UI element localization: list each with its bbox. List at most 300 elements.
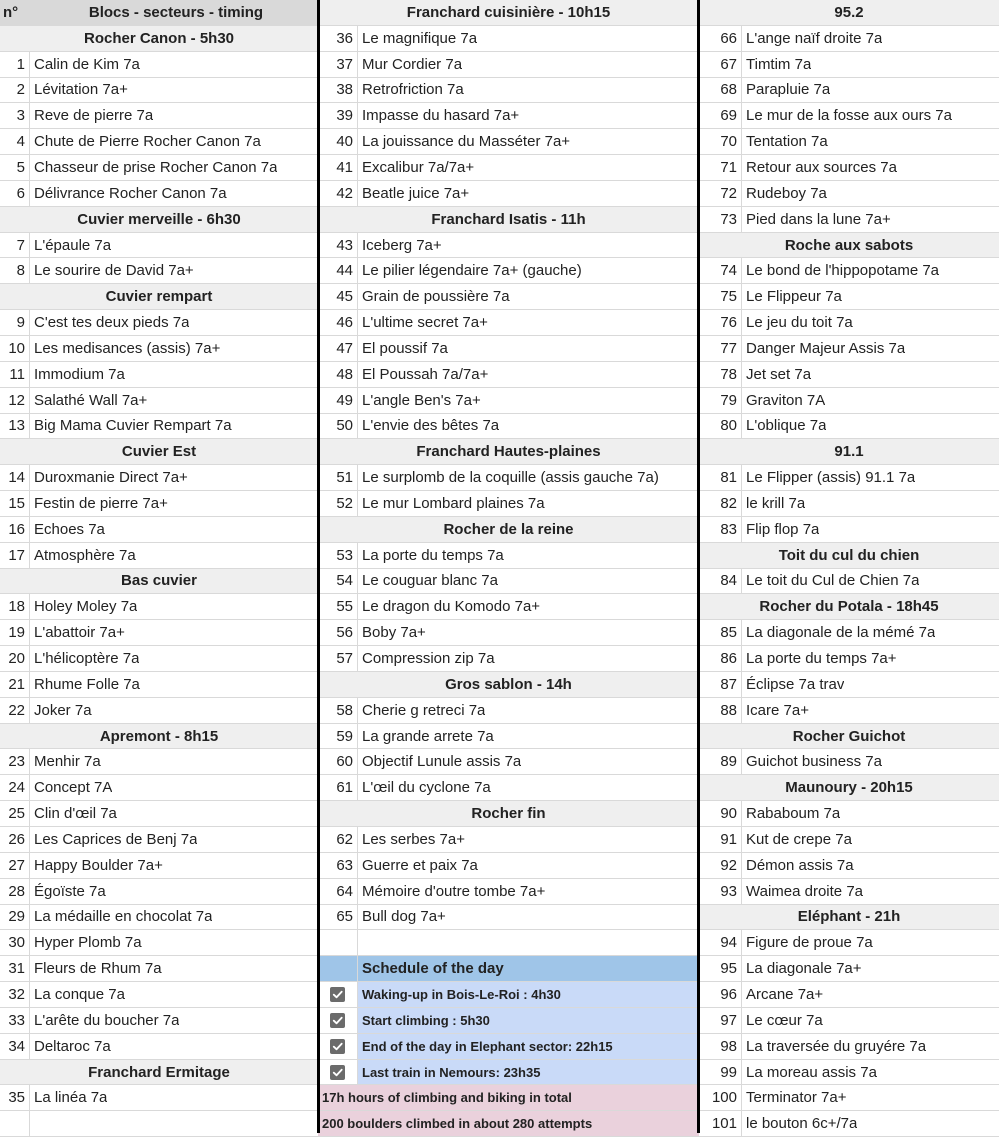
boulder-number: 93 [699, 879, 742, 904]
table-row[interactable] [699, 52, 999, 78]
schedule-item[interactable] [318, 1060, 699, 1086]
boulder-name: Rhume Folle 7a [34, 675, 140, 693]
boulder-number: 76 [699, 310, 742, 335]
sector-header-label: Roche aux sabots [784, 236, 914, 254]
boulder-number: 48 [318, 362, 358, 387]
table-row[interactable] [699, 982, 999, 1008]
boulder-number: 79 [699, 388, 742, 413]
boulder-number: 77 [699, 336, 742, 361]
boulder-number: 27 [0, 853, 30, 878]
boulder-number: 68 [699, 78, 742, 103]
table-row[interactable] [318, 388, 699, 414]
table-row[interactable] [699, 620, 999, 646]
sector-header[interactable] [318, 0, 699, 26]
table-row[interactable] [318, 103, 699, 129]
boulder-name: La diagonale de la mémé 7a [746, 624, 936, 642]
table-row[interactable] [318, 284, 699, 310]
checkbox-checked-icon[interactable] [330, 1065, 345, 1080]
boulder-number: 44 [318, 258, 358, 283]
table-row[interactable] [0, 698, 318, 724]
table-row[interactable] [0, 78, 318, 104]
table-row[interactable] [699, 801, 999, 827]
table-row[interactable] [699, 930, 999, 956]
boulder-name: L'envie des bêtes 7a [362, 417, 500, 435]
table-row[interactable] [0, 672, 318, 698]
boulder-number: 1 [0, 52, 30, 77]
boulder-name: Guerre et paix 7a [362, 856, 478, 874]
sector-header-label: 91.1 [834, 443, 864, 461]
table-row[interactable] [318, 465, 699, 491]
boulder-name: Kut de crepe 7a [746, 830, 852, 848]
boulder-name: Mémoire d'outre tombe 7a+ [362, 882, 546, 900]
summary-row[interactable] [318, 1111, 699, 1137]
boulder-number: 69 [699, 103, 742, 128]
table-row[interactable] [0, 155, 318, 181]
table-row[interactable] [318, 853, 699, 879]
table-row[interactable] [318, 233, 699, 259]
table-row[interactable] [318, 543, 699, 569]
table-row[interactable] [0, 129, 318, 155]
boulder-number: 6 [0, 181, 30, 206]
boulder-number: 59 [318, 724, 358, 749]
table-row[interactable] [318, 181, 699, 207]
table-row[interactable] [318, 26, 699, 52]
boulder-number: 16 [0, 517, 30, 542]
boulder-number: 42 [318, 181, 358, 206]
table-row[interactable] [0, 1008, 318, 1034]
boulder-name: Les medisances (assis) 7a+ [34, 339, 221, 357]
table-row[interactable] [318, 310, 699, 336]
table-row[interactable] [318, 905, 699, 931]
sector-header-label: Maunoury - 20h15 [785, 779, 913, 797]
boulder-name: L'ange naïf droite 7a [746, 29, 883, 47]
sector-header[interactable] [0, 569, 318, 595]
summary-row[interactable] [318, 1085, 699, 1111]
boulder-name: Éclipse 7a trav [746, 675, 845, 693]
boulder-number: 90 [699, 801, 742, 826]
table-row[interactable] [0, 414, 318, 440]
schedule-item[interactable] [318, 982, 699, 1008]
table-row[interactable] [0, 465, 318, 491]
boulder-number: 87 [699, 672, 742, 697]
table-row[interactable] [318, 775, 699, 801]
boulder-name: Figure de proue 7a [746, 934, 873, 952]
boulder-name: Tentation 7a [746, 133, 828, 151]
sector-header-label: Gros sablon - 14h [445, 675, 572, 693]
boulder-number: 64 [318, 879, 358, 904]
boulder-name: Bull dog 7a+ [362, 908, 446, 926]
table-row[interactable] [318, 646, 699, 672]
boulder-number: 60 [318, 749, 358, 774]
table-row[interactable] [0, 388, 318, 414]
table-row[interactable] [318, 879, 699, 905]
sector-header-label: Rocher fin [471, 805, 546, 823]
boulder-name: El Poussah 7a/7a+ [362, 365, 489, 383]
table-row[interactable] [0, 310, 318, 336]
table-row[interactable] [699, 646, 999, 672]
checkbox-checked-icon[interactable] [330, 1013, 345, 1028]
table-row[interactable] [699, 155, 999, 181]
summary-text: 17h hours of climbing and biking in total [322, 1090, 572, 1106]
boulder-number: 37 [318, 52, 358, 77]
table-row[interactable] [699, 879, 999, 905]
boulder-number: 32 [0, 982, 30, 1007]
boulder-number: 98 [699, 1034, 742, 1059]
boulder-number: 30 [0, 930, 30, 955]
boulder-name: Terminator 7a+ [746, 1089, 847, 1107]
boulder-number [318, 930, 358, 955]
boulder-name: La porte du temps 7a [362, 546, 504, 564]
boulder-name: Le Flippeur 7a [746, 288, 842, 306]
boulder-name: L'épaule 7a [34, 236, 112, 254]
sector-header[interactable] [699, 775, 999, 801]
column-b [318, 0, 699, 1137]
boulder-name: Jet set 7a [746, 365, 812, 383]
boulder-name: Rudeboy 7a [746, 184, 827, 202]
boulder-number [0, 1111, 30, 1136]
table-row[interactable] [699, 1060, 999, 1086]
table-row[interactable] [318, 620, 699, 646]
sector-header[interactable] [699, 594, 999, 620]
table-row[interactable] [699, 853, 999, 879]
table-row[interactable] [0, 620, 318, 646]
boulder-number: 73 [699, 207, 742, 232]
column-header-row[interactable] [0, 0, 318, 26]
table-row[interactable] [318, 52, 699, 78]
schedule-title: Schedule of the day [358, 956, 699, 981]
boulder-name: Démon assis 7a [746, 856, 854, 874]
table-row[interactable] [699, 956, 999, 982]
boulder-number: 54 [318, 569, 358, 594]
sector-header[interactable] [699, 0, 999, 26]
boulder-name: Immodium 7a [34, 365, 125, 383]
table-row[interactable] [0, 982, 318, 1008]
table-row[interactable] [0, 103, 318, 129]
boulder-name: Hyper Plomb 7a [34, 934, 142, 952]
sector-header[interactable] [0, 207, 318, 233]
sector-header[interactable] [0, 284, 318, 310]
sector-header-label: Rocher de la reine [443, 520, 574, 538]
table-row[interactable] [699, 284, 999, 310]
table-row[interactable] [699, 1085, 999, 1111]
sector-header[interactable] [699, 905, 999, 931]
sector-header[interactable] [318, 439, 699, 465]
checkbox-checked-icon[interactable] [330, 1039, 345, 1054]
boulder-number: 10 [0, 336, 30, 361]
boulder-name: Le mur Lombard plaines 7a [362, 494, 545, 512]
boulder-name: Festin de pierre 7a+ [34, 494, 168, 512]
schedule-checkbox-cell [318, 1060, 358, 1085]
table-row[interactable] [699, 672, 999, 698]
column-c [699, 0, 999, 1137]
boulder-number: 46 [318, 310, 358, 335]
table-row[interactable] [0, 1111, 318, 1137]
table-row[interactable] [0, 52, 318, 78]
table-row[interactable] [318, 930, 699, 956]
boulder-name: Holey Moley 7a [34, 598, 138, 616]
boulder-number: 31 [0, 956, 30, 981]
boulder-name: Reve de pierre 7a [34, 107, 154, 125]
table-row[interactable] [318, 569, 699, 595]
table-row[interactable] [0, 517, 318, 543]
boulder-number: 21 [0, 672, 30, 697]
table-row[interactable] [699, 827, 999, 853]
sector-header-label: Cuvier merveille - 6h30 [77, 210, 241, 228]
boulder-name: Concept 7A [34, 779, 113, 797]
schedule-text: Waking-up in Bois-Le-Roi : 4h30 [358, 982, 699, 1007]
sector-header-label: Cuvier rempart [105, 288, 213, 306]
boulder-name: Le pilier légendaire 7a+ (gauche) [362, 262, 582, 280]
boulder-name: Compression zip 7a [362, 650, 495, 668]
boulder-name: Chasseur de prise Rocher Canon 7a [34, 158, 278, 176]
boulder-number: 96 [699, 982, 742, 1007]
schedule-item[interactable] [318, 1008, 699, 1034]
boulder-number: 5 [0, 155, 30, 180]
table-row[interactable] [699, 207, 999, 233]
table-row[interactable] [0, 905, 318, 931]
table-row[interactable] [0, 233, 318, 259]
boulder-number: 58 [318, 698, 358, 723]
table-row[interactable] [699, 388, 999, 414]
boulder-name: Iceberg 7a+ [362, 236, 442, 254]
table-row[interactable] [318, 258, 699, 284]
sector-header[interactable] [0, 439, 318, 465]
table-row[interactable] [699, 362, 999, 388]
table-row[interactable] [699, 414, 999, 440]
sector-header[interactable] [699, 233, 999, 259]
boulder-number: 50 [318, 414, 358, 439]
sector-header[interactable] [0, 1060, 318, 1086]
table-row[interactable] [699, 1034, 999, 1060]
boulder-name: L'angle Ben's 7a+ [362, 391, 481, 409]
table-row[interactable] [0, 646, 318, 672]
table-row[interactable] [699, 517, 999, 543]
boulder-number: 55 [318, 594, 358, 619]
table-row[interactable] [0, 336, 318, 362]
boulder-number: 39 [318, 103, 358, 128]
boulder-number: 19 [0, 620, 30, 645]
boulder-name: Rababoum 7a [746, 805, 841, 823]
sector-header[interactable] [699, 439, 999, 465]
table-row[interactable] [699, 181, 999, 207]
boulder-name: Cherie g retreci 7a [362, 701, 486, 719]
table-row[interactable] [318, 414, 699, 440]
sector-header-label: Franchard Ermitage [88, 1063, 230, 1081]
table-row[interactable] [318, 724, 699, 750]
boulder-number: 47 [318, 336, 358, 361]
table-row[interactable] [699, 1008, 999, 1034]
boulder-number: 61 [318, 775, 358, 800]
boulder-number: 51 [318, 465, 358, 490]
boulder-name: La grande arrete 7a [362, 727, 494, 745]
table-row[interactable] [0, 362, 318, 388]
sector-header[interactable] [318, 801, 699, 827]
boulder-name: Pied dans la lune 7a+ [746, 210, 891, 228]
boulder-name: L'ultime secret 7a+ [362, 314, 488, 332]
boulder-name: Icare 7a+ [746, 701, 809, 719]
table-row[interactable] [0, 930, 318, 956]
boulder-number: 56 [318, 620, 358, 645]
table-row[interactable] [699, 103, 999, 129]
sector-header-label: 95.2 [834, 3, 864, 21]
table-row[interactable] [699, 465, 999, 491]
boulder-number: 74 [699, 258, 742, 283]
boulder-name: Arcane 7a+ [746, 985, 824, 1003]
boulder-number: 97 [699, 1008, 742, 1033]
sector-header-label: Franchard cuisinière - 10h15 [406, 3, 611, 21]
table-row[interactable] [0, 1034, 318, 1060]
table-row[interactable] [699, 569, 999, 595]
boulder-name: Deltaroc 7a [34, 1037, 111, 1055]
table-row[interactable] [0, 879, 318, 905]
table-row[interactable] [0, 956, 318, 982]
boulder-name: Le cœur 7a [746, 1011, 823, 1029]
boulder-name: Excalibur 7a/7a+ [362, 158, 475, 176]
boulder-number: 11 [0, 362, 30, 387]
boulder-name: Le magnifique 7a [362, 29, 478, 47]
table-row[interactable] [318, 594, 699, 620]
boulder-number: 35 [0, 1085, 30, 1110]
boulder-name: Menhir 7a [34, 753, 101, 771]
table-row[interactable] [0, 827, 318, 853]
boulder-name: Le jeu du toit 7a [746, 314, 853, 332]
boulder-name: Joker 7a [34, 701, 92, 719]
boulder-name: Le dragon du Komodo 7a+ [362, 598, 541, 616]
boulder-name: Flip flop 7a [746, 520, 820, 538]
table-row[interactable] [318, 362, 699, 388]
boulder-number: 57 [318, 646, 358, 671]
boulder-number: 22 [0, 698, 30, 723]
boulder-number: 8 [0, 258, 30, 283]
table-row[interactable] [0, 853, 318, 879]
boulder-number: 81 [699, 465, 742, 490]
sector-header[interactable] [318, 672, 699, 698]
boulder-number: 15 [0, 491, 30, 516]
table-row[interactable] [318, 827, 699, 853]
table-row[interactable] [318, 491, 699, 517]
boulder-name: Duroxmanie Direct 7a+ [34, 469, 188, 487]
boulder-number: 72 [699, 181, 742, 206]
boulder-name: L'arête du boucher 7a [34, 1011, 180, 1029]
sector-header[interactable] [0, 724, 318, 750]
boulder-name: Salathé Wall 7a+ [34, 391, 148, 409]
boulder-name: Guichot business 7a [746, 753, 882, 771]
boulder-name: Les Caprices de Benj 7a [34, 830, 198, 848]
boulder-name: La moreau assis 7a [746, 1063, 877, 1081]
sector-header[interactable] [318, 207, 699, 233]
table-row[interactable] [0, 594, 318, 620]
table-row[interactable] [0, 543, 318, 569]
table-row[interactable] [0, 491, 318, 517]
table-row[interactable] [0, 258, 318, 284]
boulder-name: Les serbes 7a+ [362, 830, 465, 848]
table-row[interactable] [699, 78, 999, 104]
table-row[interactable] [0, 775, 318, 801]
boulder-name: C'est tes deux pieds 7a [34, 314, 190, 332]
boulder-number: 95 [699, 956, 742, 981]
boulder-name: Le bond de l'hippopotame 7a [746, 262, 940, 280]
header-title: Blocs - secteurs - timing [88, 3, 264, 21]
sector-header-label: Rocher Canon - 5h30 [83, 29, 235, 47]
sector-header[interactable] [0, 26, 318, 52]
schedule-text: Last train in Nemours: 23h35 [358, 1060, 699, 1085]
table-row[interactable] [318, 155, 699, 181]
boulder-name: le bouton 6c+/7a [746, 1115, 858, 1133]
boulder-number: 3 [0, 103, 30, 128]
table-row[interactable] [0, 801, 318, 827]
table-row[interactable] [699, 26, 999, 52]
table-row[interactable] [0, 1085, 318, 1111]
boulder-name: Echoes 7a [34, 520, 105, 538]
table-row[interactable] [318, 336, 699, 362]
column-divider [317, 0, 320, 1133]
table-row[interactable] [699, 698, 999, 724]
boulder-number: 53 [318, 543, 358, 568]
boulder-name: Le sourire de David 7a+ [34, 262, 194, 280]
boulder-name: Impasse du hasard 7a+ [362, 107, 520, 125]
boulder-number: 49 [318, 388, 358, 413]
table-row[interactable] [318, 129, 699, 155]
table-row[interactable] [699, 258, 999, 284]
boulder-name: La médaille en chocolat 7a [34, 908, 213, 926]
boulder-name: Égoïste 7a [34, 882, 106, 900]
table-row[interactable] [318, 698, 699, 724]
table-row[interactable] [318, 78, 699, 104]
boulder-name: Beatle juice 7a+ [362, 184, 470, 202]
table-row[interactable] [0, 749, 318, 775]
table-row[interactable] [699, 749, 999, 775]
schedule-title-row[interactable] [318, 956, 699, 982]
boulder-name: Objectif Lunule assis 7a [362, 753, 522, 771]
schedule-item[interactable] [318, 1034, 699, 1060]
boulder-number: 33 [0, 1008, 30, 1033]
boulder-name: Délivrance Rocher Canon 7a [34, 184, 227, 202]
sector-header[interactable] [318, 517, 699, 543]
boulder-name: Le mur de la fosse aux ours 7a [746, 107, 952, 125]
boulder-number: 20 [0, 646, 30, 671]
boulder-name: Lévitation 7a+ [34, 81, 128, 99]
boulder-number: 14 [0, 465, 30, 490]
sector-header-label: Toit du cul du chien [778, 546, 920, 564]
boulder-name: Le surplomb de la coquille (assis gauche 7a) [362, 469, 659, 487]
column-divider [697, 0, 700, 1133]
boulder-name: La linéa 7a [34, 1089, 108, 1107]
boulder-number: 36 [318, 26, 358, 51]
boulder-name: Grain de poussière 7a [362, 288, 510, 306]
boulder-number: 100 [699, 1085, 742, 1110]
checkbox-checked-icon[interactable] [330, 987, 345, 1002]
table-row[interactable] [699, 310, 999, 336]
table-row[interactable] [699, 129, 999, 155]
boulder-name: Happy Boulder 7a+ [34, 856, 163, 874]
boulder-number: 78 [699, 362, 742, 387]
boulder-number: 84 [699, 569, 742, 594]
table-row[interactable] [699, 1111, 999, 1137]
boulder-name: Atmosphère 7a [34, 546, 136, 564]
sector-header[interactable] [699, 724, 999, 750]
table-row[interactable] [699, 336, 999, 362]
boulder-number: 4 [0, 129, 30, 154]
sector-header[interactable] [699, 543, 999, 569]
boulder-number: 67 [699, 52, 742, 77]
boulder-number: 7 [0, 233, 30, 258]
sector-header-label: Rocher Guichot [792, 727, 906, 745]
boulder-name: Graviton 7A [746, 391, 826, 409]
table-row[interactable] [0, 181, 318, 207]
boulder-number: 89 [699, 749, 742, 774]
table-row[interactable] [318, 749, 699, 775]
table-row[interactable] [699, 491, 999, 517]
